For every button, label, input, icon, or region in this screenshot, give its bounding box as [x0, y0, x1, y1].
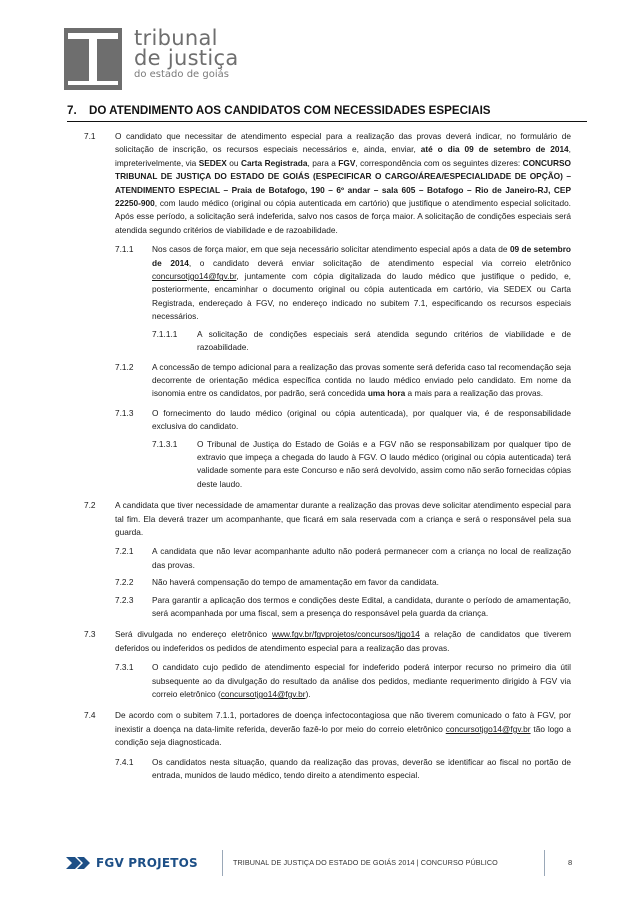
- bold-run: uma hora: [367, 388, 406, 399]
- tribunal-logo-text: [134, 28, 239, 81]
- logo-line-3: do estado de goiás: [134, 69, 229, 80]
- bold-run: SEDEX: [198, 157, 227, 168]
- email-link[interactable]: concursotjgo14@fgv.br: [220, 689, 306, 700]
- item-text: [115, 709, 571, 749]
- item-number: 7.3: [84, 629, 96, 640]
- text-run: tão logo a condição seja diagnosticada.: [115, 723, 572, 748]
- text-run: Será divulgada no endereço eletrônico: [115, 629, 272, 640]
- text-run: a relação de candidatos que tiverem deferidos ou indeferidos os pedidos de atendimento especial para a realização das provas.: [115, 629, 571, 653]
- text-run: O candidato cujo pedido de atendimento especial for indeferido poderá interpor recurso no primeiro dia útil subsequente ao da divulgação do resultado da análise dos pedidos, mediante requerimento dirigido à FGV via correio eletrônico (: [152, 662, 571, 700]
- text-run: , impreterivelmente, via: [115, 144, 571, 168]
- item-7-4-1: [0, 756, 638, 783]
- item-text: Os candidatos nesta situação, quando da realização das provas, deverão se identificar ao fiscal no portão de entrada, munidos de laudo médico, tendo direito a atendimento especial.: [152, 756, 571, 781]
- text-run: ).: [305, 689, 311, 700]
- item-text: [152, 361, 571, 401]
- footer-divider: [222, 850, 223, 876]
- results-url-link[interactable]: www.fgv.br/fgvprojetos/concursos/tjgo14: [271, 629, 420, 640]
- item-7-3: [0, 628, 638, 655]
- item-number: 7.1.1.1: [152, 328, 178, 339]
- item-number: 7.4: [84, 710, 96, 721]
- tribunal-logo-icon: [64, 28, 122, 90]
- bold-run: Carta Registrada: [240, 157, 308, 168]
- item-7-1-3-1: [0, 438, 638, 492]
- logo-line-2: de justiça: [134, 46, 239, 70]
- item-text: A candidata que tiver necessidade de amamentar durante a realização das provas deve solicitar atendimento especial para tal fim. Ela deverá trazer um acompanhante, que ficará em sala reservada com a criança e será o responsável pela sua guarda.: [115, 500, 571, 537]
- item-7-3-1: [0, 661, 638, 701]
- text-run: , com laudo médico (original ou cópia autenticada em cartório) que justifique o atendimento especial solicitado. Após esse período, a solicitação será indeferida, salvo nos casos de força maior. A solicitação de condições especiais será atendida segundo critérios de viabilidade e de razoabilidade.: [115, 198, 571, 235]
- item-number: 7.1.1: [115, 244, 134, 255]
- fgv-chevron-icon: [66, 855, 92, 871]
- item-7-2-2: [0, 576, 638, 589]
- tribunal-logo: [64, 24, 254, 96]
- text-run: , para a: [307, 157, 339, 168]
- item-number: 7.2: [84, 500, 96, 511]
- section-title: DO ATENDIMENTO AOS CANDIDATOS COM NECESSIDADES ESPECIAIS: [89, 104, 491, 117]
- fgv-brand-text: FGV PROJETOS: [96, 856, 198, 870]
- item-number: 7.2.1: [115, 546, 134, 557]
- item-7-1-1-1: [0, 328, 638, 355]
- email-link[interactable]: concursotjgo14@fgv.br: [152, 271, 237, 282]
- page-footer: [0, 848, 638, 878]
- text-run: Nos casos de força maior, em que seja necessário solicitar atendimento especial após a data de: [152, 244, 510, 255]
- text-run: De acordo com o subitem 7.1.1, portadores de doença infectocontagiosa que não tiverem comunicado o fato à FGV, por inexistir a doença na data-limite referida, deverão fazê-lo por meio do correio eletrônico: [115, 710, 571, 734]
- item-7-1-3: [0, 407, 638, 434]
- item-text: Para garantir a aplicação dos termos e condições deste Edital, a candidata, durante o período de amamentação, será acompanhada por uma fiscal, sem a presença do responsável pela guarda da criança.: [152, 594, 571, 618]
- text-run: A concessão de tempo adicional para a realização das provas somente será deferida caso tal recomendação seja decorrente de orientação médica específica contida no laudo médico enviado pelo candidato. Em nome da isonomia entre os candidatos, por padrão, será concedida: [152, 361, 571, 399]
- section-heading: [67, 104, 587, 122]
- item-number: 7.3.1: [115, 662, 134, 673]
- text-run: , correspondência com os seguintes dizeres:: [355, 157, 523, 168]
- logo-line-1: tribunal: [134, 26, 218, 50]
- item-text: [152, 243, 571, 323]
- item-text: [115, 628, 571, 655]
- item-number: 7.2.2: [115, 577, 134, 588]
- fgv-projetos-logo: [66, 853, 198, 873]
- bold-run: CONCURSO TRIBUNAL DE JUSTIÇA DO ESTADO DE GOIÁS (ESPECIFICAR O CARGO/ÁREA/ESPECIALIDADE DE OPÇÃO) – ATENDIMENTO ESPECIAL – Praia de Botafogo, 190 – 6º andar – sala 605 – Botafogo – Rio de Janeiro-RJ, CEP 22250-900: [115, 157, 571, 209]
- item-text: [152, 661, 571, 701]
- page-number: 8: [568, 858, 573, 867]
- item-number: 7.4.1: [115, 756, 134, 767]
- item-text: O fornecimento do laudo médico (original ou cópia autenticada), por qualquer via, é de responsabilidade exclusiva do candidato.: [152, 407, 571, 432]
- item-number: 7.1: [84, 131, 96, 141]
- item-7-1-1: [0, 243, 638, 323]
- item-text: Não haverá compensação do tempo de amamentação em favor da candidata.: [152, 577, 439, 588]
- text-run: , juntamente com cópia digitalizada do laudo médico que justifique o pedido, e, posteriormente, encaminhar o documento original ou cópia autenticada em cartório, via SEDEX ou Carta Registrada, endereçado à FGV, no endereço indicado no subitem 7.1, especificando os recursos especiais necessários.: [152, 271, 571, 322]
- text-run: a mais para a realização das provas.: [405, 388, 544, 399]
- text-run: ou: [226, 157, 241, 168]
- footer-text: TRIBUNAL DE JUSTIÇA DO ESTADO DE GOIÁS 2014 | CONCURSO PÚBLICO: [233, 858, 498, 867]
- email-link[interactable]: concursotjgo14@fgv.br: [445, 723, 531, 734]
- section-number: 7.: [67, 104, 77, 117]
- item-7-1: [0, 130, 638, 237]
- text-run: O candidato que necessitar de atendimento especial para a realização das provas deverá indicar, no formulário de solicitação de inscrição, os recursos especiais necessários e, ainda, enviar,: [115, 131, 571, 155]
- footer-divider: [544, 850, 545, 876]
- bold-run: FGV: [338, 157, 356, 168]
- item-number: 7.1.2: [115, 361, 134, 372]
- item-7-2-1: [0, 545, 638, 572]
- item-number: 7.1.3.1: [152, 438, 178, 449]
- item-number: 7.1.3: [115, 407, 134, 418]
- document-body: [0, 130, 638, 782]
- item-7-4: [0, 709, 638, 749]
- item-text: A solicitação de condições especiais será atendida segundo critérios de viabilidade e de razoabilidade.: [197, 328, 571, 353]
- item-number: 7.2.3: [115, 594, 134, 605]
- item-text: A candidata que não levar acompanhante adulto não poderá permanecer com a criança no local de realização das provas.: [152, 546, 571, 570]
- item-7-2: [0, 499, 638, 539]
- bold-run: 09 de setembro de 2014: [152, 244, 571, 268]
- bold-run: até o dia 09 de setembro de 2014: [420, 144, 569, 155]
- item-text: O Tribunal de Justiça do Estado de Goiás e a FGV não se responsabilizam por qualquer tipo de extravio que impeça a chegada do laudo à FGV. O laudo médico (original ou cópia autenticada) terá validade somente para este Concurso e não será devolvido, assim como não serão fornecidas cópias deste laudo.: [197, 438, 571, 489]
- item-7-2-3: [0, 594, 638, 621]
- text-run: , o candidato deverá enviar solicitação de atendimento especial via correio eletrônico: [188, 257, 571, 268]
- item-7-1-2: [0, 361, 638, 401]
- item-text: [115, 130, 571, 237]
